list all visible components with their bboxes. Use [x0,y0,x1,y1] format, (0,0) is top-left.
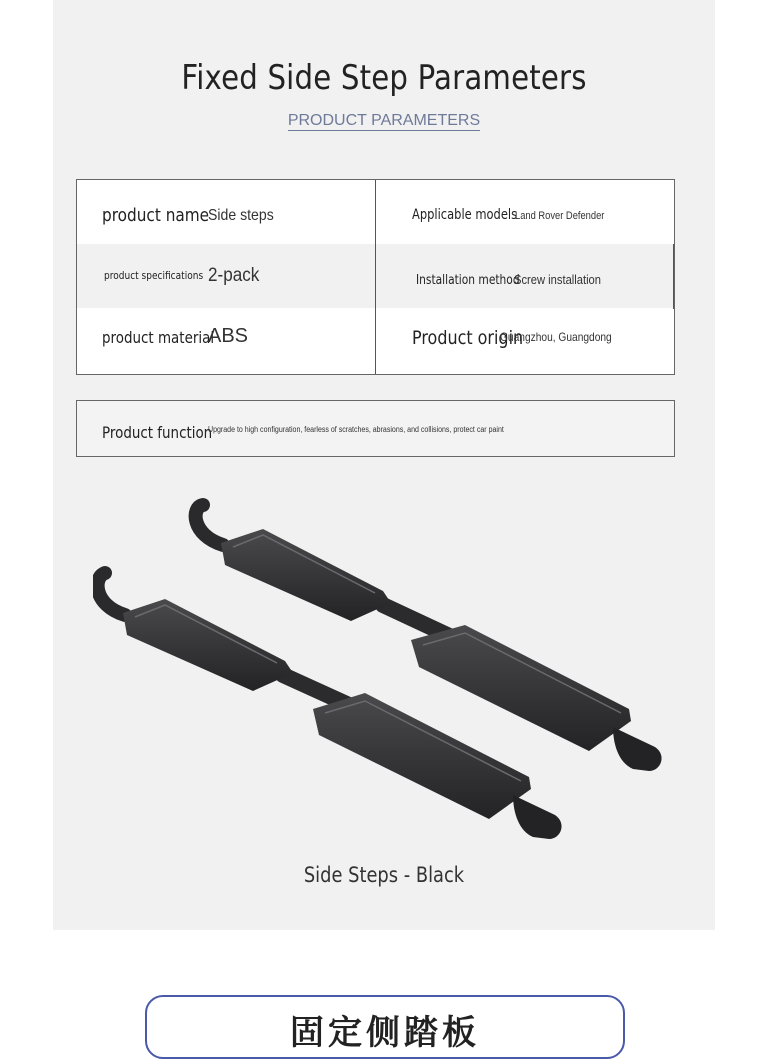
side-step-front [98,573,562,839]
product-specifications-label: product specifications [104,269,204,282]
product-name-label: product name [102,205,210,226]
applicable-models-value: Land Rover Defender [515,210,605,222]
parameters-table [76,179,675,375]
product-origin-value: Guangzhou, Guangdong [500,330,612,344]
product-function-label: Product function [102,423,213,442]
product-name-value: Side steps [208,207,274,224]
product-function-box [76,400,675,457]
product-function-value: Upgrade to high configuration, fearless of scratches, abrasions, and collisions, protect car paint [208,425,504,434]
installation-method-label: Installation method [416,273,520,288]
side-steps-image [93,495,673,845]
product-origin-label: Product origin [412,327,524,349]
page-subtitle [53,112,715,130]
product-caption: Side Steps - Black [303,863,465,887]
page-title: Fixed Side Step Parameters [181,58,587,98]
product-material-label: product material [102,328,215,347]
product-material-value: ABS [208,325,249,347]
parameters-panel [53,0,715,930]
column-divider [375,180,376,374]
subtitle-text: PRODUCT PARAMETERS [287,112,481,129]
row-edge-divider [673,244,674,309]
installation-method-value: Screw installation [514,272,601,287]
applicable-models-label: Applicable models [412,207,518,223]
section-banner-title: 固定侧踏板 [290,1013,480,1053]
section-banner [145,995,625,1059]
product-specifications-value: 2-pack [208,265,260,286]
